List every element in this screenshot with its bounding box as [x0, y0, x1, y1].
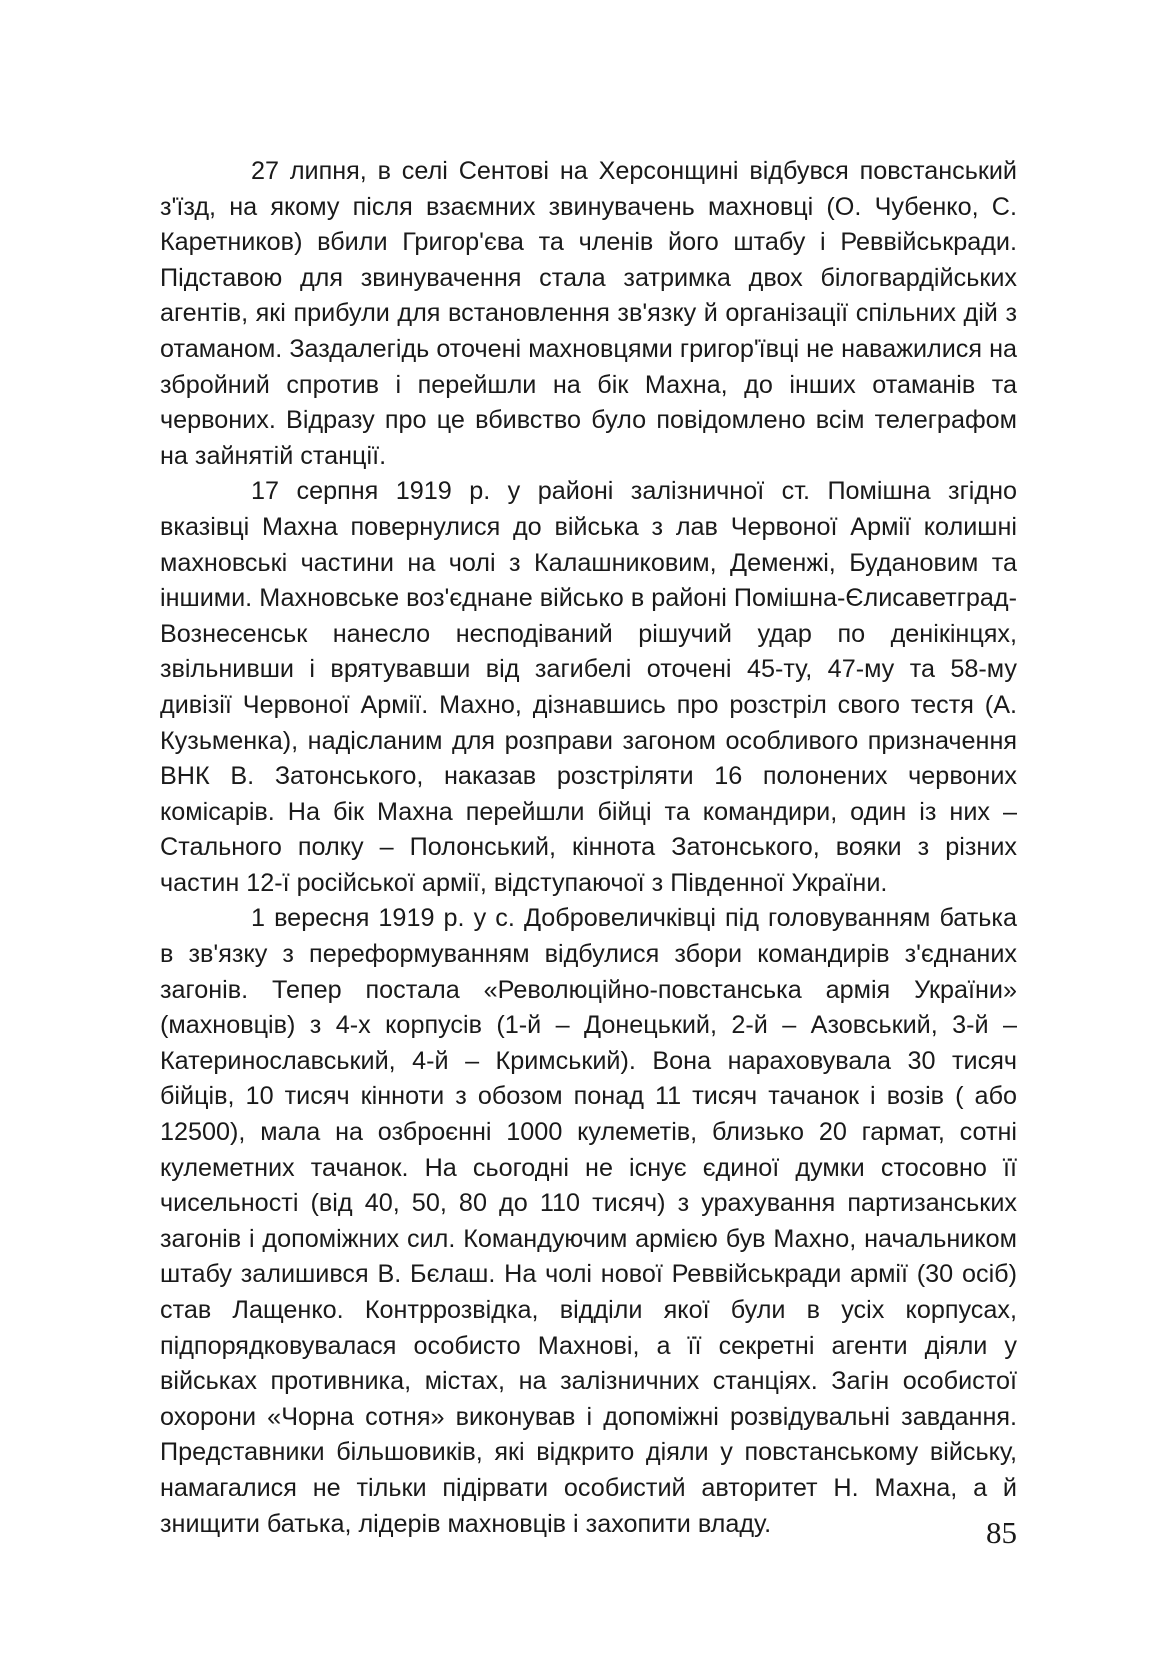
paragraph-pomishna-reunion: 17 серпня 1919 р. у районі залізничної ст. Помішна згідно вказівці Махна повернулися до війська з лав Червоної Армії колишні махновські частини на чолі з Калашниковим, Деменжі, Будановим та іншими. Махновське воз'єднане військо в районі Помішна-Єлисаветград-Вознесенськ нанесло несподіваний рішучий удар по денікінцях, звільнивши і врятувавши від загибелі оточені 45-ту, 47-му та 58-му дивізії Червоної Армії. Махно, дізнавшись про розстріл свого тестя (А. Кузьменка), надісланим для розправи загоном особливого призначення ВНК В. Затонського, наказав розстріляти 16 полонених червоних комісарів. На бік Махна перейшли бійці та командири, один із них – Стального полку – Полонський, кіннота Затонського, вояки з різних частин 12-ї російської армії, відступаючої з Південної України. [160, 477, 1017, 897]
paragraph-sentovo-congress: 27 липня, в селі Сентові на Херсонщині відбувся повстанський з'їзд, на якому після взаємних звинувачень махновці (О. Чубенко, С. Каретников) вбили Григор'єва та членів його штабу і Реввійськради. Підставою для звинувачення стала затримка двох білогвардійських агентів, які прибули для встановлення зв'язку й організації спільних дій з отаманом. Заздалегідь оточені махновцями григор'ївці не наважилися на збройний спротив і перейшли на бік Махна, до інших отаманів та червоних. Відразу про це вбивство було повідомлено всім телеграфом на зайнятій станції. [160, 157, 1017, 470]
page-number: 85 [986, 1515, 1017, 1550]
body-text [160, 154, 1017, 1542]
paragraph-army-reorganization: 1 вересня 1919 р. у с. Добровеличківці під головуванням батька в зв'язку з переформуванням відбулися збори командирів з'єднаних загонів. Тепер постала «Революційно-повстанська армія України» (махновців) з 4-х корпусів (1-й – Донецький, 2-й – Азовський, 3-й – Катеринославський, 4-й – Кримський). Вона нараховувала 30 тисяч бійців, 10 тисяч кінноти з обозом понад 11 тисяч тачанок і возів ( або 12500), мала на озброєнні 1000 кулеметів, близько 20 гармат, сотні кулеметних тачанок. На сьогодні не існує єдиної думки стосовно її чисельності (від 40, 50, 80 до 110 тисяч) з урахування партизанських загонів і допоміжних сил. Командуючим армією був Махно, начальником штабу залишився В. Бєлаш. На чолі нової Реввійськради армії (30 осіб) став Лащенко. Контррозвідка, відділи якої були в усіх корпусах, підпорядковувалася особисто Махнові, а її секретні агенти діяли у військах противника, містах, на залізничних станціях. Загін особистої охорони «Чорна сотня» виконував і допоміжні розвідувальні завдання. Представники більшовиків, які відкрито діяли у повстанському війську, намагалися не тільки підірвати особистий авторитет Н. Махна, а й знищити батька, лідерів махновців і захопити владу. [160, 904, 1017, 1538]
